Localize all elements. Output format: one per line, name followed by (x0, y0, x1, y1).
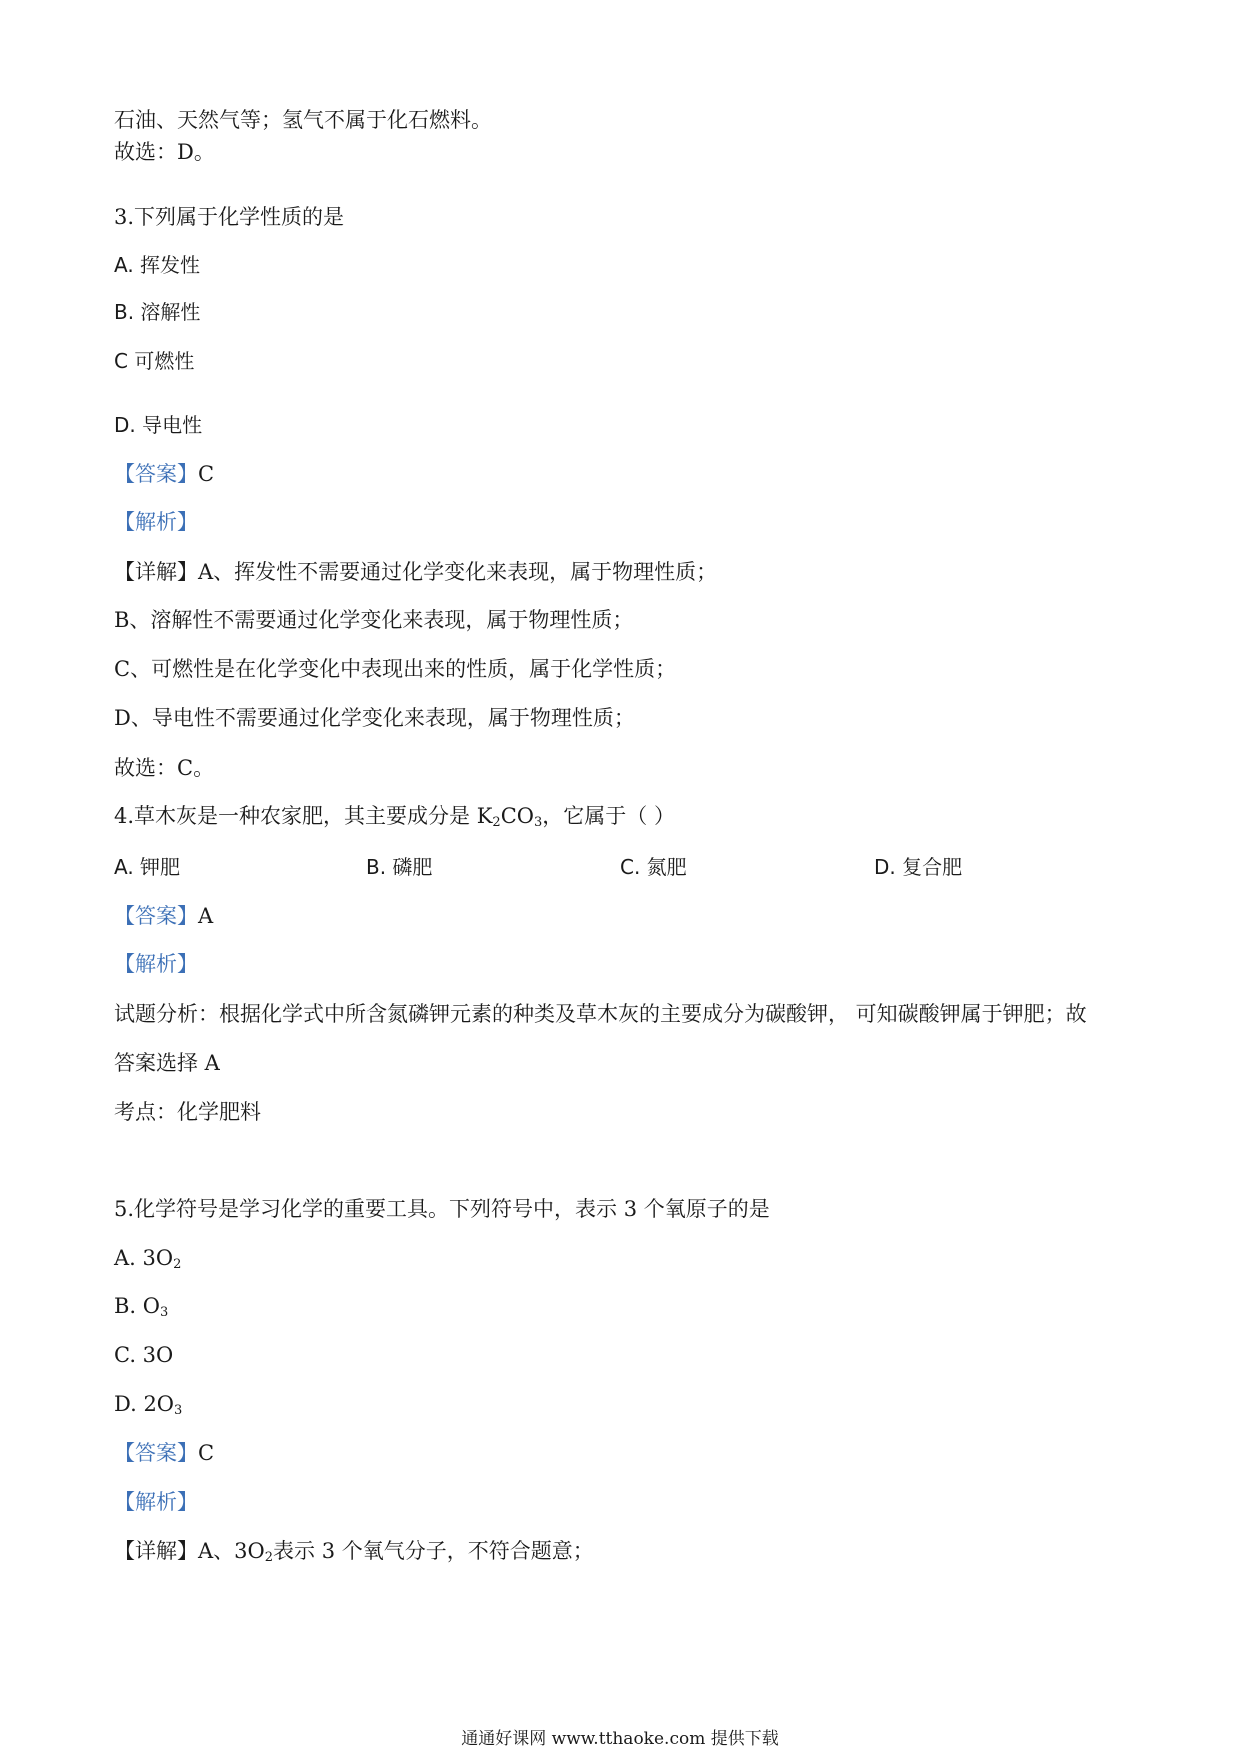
q5-option-c: C. 3O (114, 1343, 174, 1367)
subscript: 2 (264, 1550, 274, 1565)
q4-option-c: C. 氮肥 (620, 855, 687, 879)
subscript: 3 (533, 815, 543, 830)
text-line: 石油、天然气等；氢气不属于化石燃料。 (114, 108, 492, 132)
text-line: 故选：D。 (114, 140, 215, 164)
text-span: 表示 3 个氧气分子，不符合题意； (273, 1539, 594, 1563)
text-line: 【详解】A、挥发性不需要通过化学变化来表现，属于物理性质； (114, 560, 718, 584)
answer-value: A (198, 904, 214, 928)
q5-analysis-tag: 【解析】 (114, 1490, 198, 1514)
text-line: 答案选择 A (114, 1051, 220, 1075)
text-span: D. 2O (114, 1392, 175, 1416)
text-line: 考点：化学肥料 (114, 1100, 261, 1124)
q3-answer (114, 460, 214, 488)
q5-option-b (114, 1292, 168, 1320)
q3-analysis-tag: 【解析】 (114, 510, 198, 534)
text-line: 故选：C。 (114, 756, 215, 780)
answer-value: C (198, 1441, 215, 1465)
question-5-title: 5.化学符号是学习化学的重要工具。下列符号中，表示 3 个氧原子的是 (114, 1197, 770, 1221)
answer-tag: 【答案】 (114, 1441, 198, 1465)
text-line (114, 1537, 594, 1565)
text-line: 试题分析：根据化学式中所含氮磷钾元素的种类及草木灰的主要成分为碳酸钾， 可知碳酸钾属于钾肥；故 (114, 1002, 1087, 1026)
text-line: D、导电性不需要通过化学变化来表现，属于物理性质； (114, 706, 635, 730)
text-span: A. 3O (114, 1246, 174, 1270)
q4-analysis-tag: 【解析】 (114, 952, 198, 976)
q5-answer (114, 1439, 214, 1467)
q5-option-a (114, 1244, 181, 1272)
answer-value: C (198, 462, 215, 486)
q5-option-d (114, 1390, 182, 1418)
q4-option-b: B. 磷肥 (366, 855, 433, 879)
q3-option-b: B. 溶解性 (114, 300, 201, 324)
q4-option-d: D. 复合肥 (874, 855, 963, 879)
answer-tag: 【答案】 (114, 904, 198, 928)
q3-option-a: A. 挥发性 (114, 253, 201, 277)
text-span: 4.草木灰是一种农家肥，其主要成分是 K (114, 804, 493, 828)
subscript: 2 (492, 815, 501, 830)
q3-option-c: C 可燃性 (114, 349, 195, 373)
text-span: CO (500, 804, 534, 828)
subscript: 3 (174, 1403, 183, 1418)
text-span: B. O (114, 1294, 160, 1318)
answer-tag: 【答案】 (114, 462, 198, 486)
text-span: ，它属于（ ） (542, 804, 675, 828)
text-line: C、可燃性是在化学变化中表现出来的性质，属于化学性质； (114, 657, 677, 681)
q4-option-a: A. 钾肥 (114, 855, 181, 879)
q3-option-d: D. 导电性 (114, 413, 203, 437)
page-footer: 通通好课网 www.tthaoke.com 提供下载 (461, 1729, 779, 1749)
subscript: 3 (160, 1305, 169, 1320)
q4-answer (114, 902, 213, 930)
question-4-title (114, 802, 675, 830)
question-3-title: 3.下列属于化学性质的是 (114, 205, 345, 229)
text-span: 【详解】A、3O (114, 1539, 265, 1563)
subscript: 2 (173, 1257, 182, 1272)
text-line: B、溶解性不需要通过化学变化来表现，属于物理性质； (114, 608, 634, 632)
